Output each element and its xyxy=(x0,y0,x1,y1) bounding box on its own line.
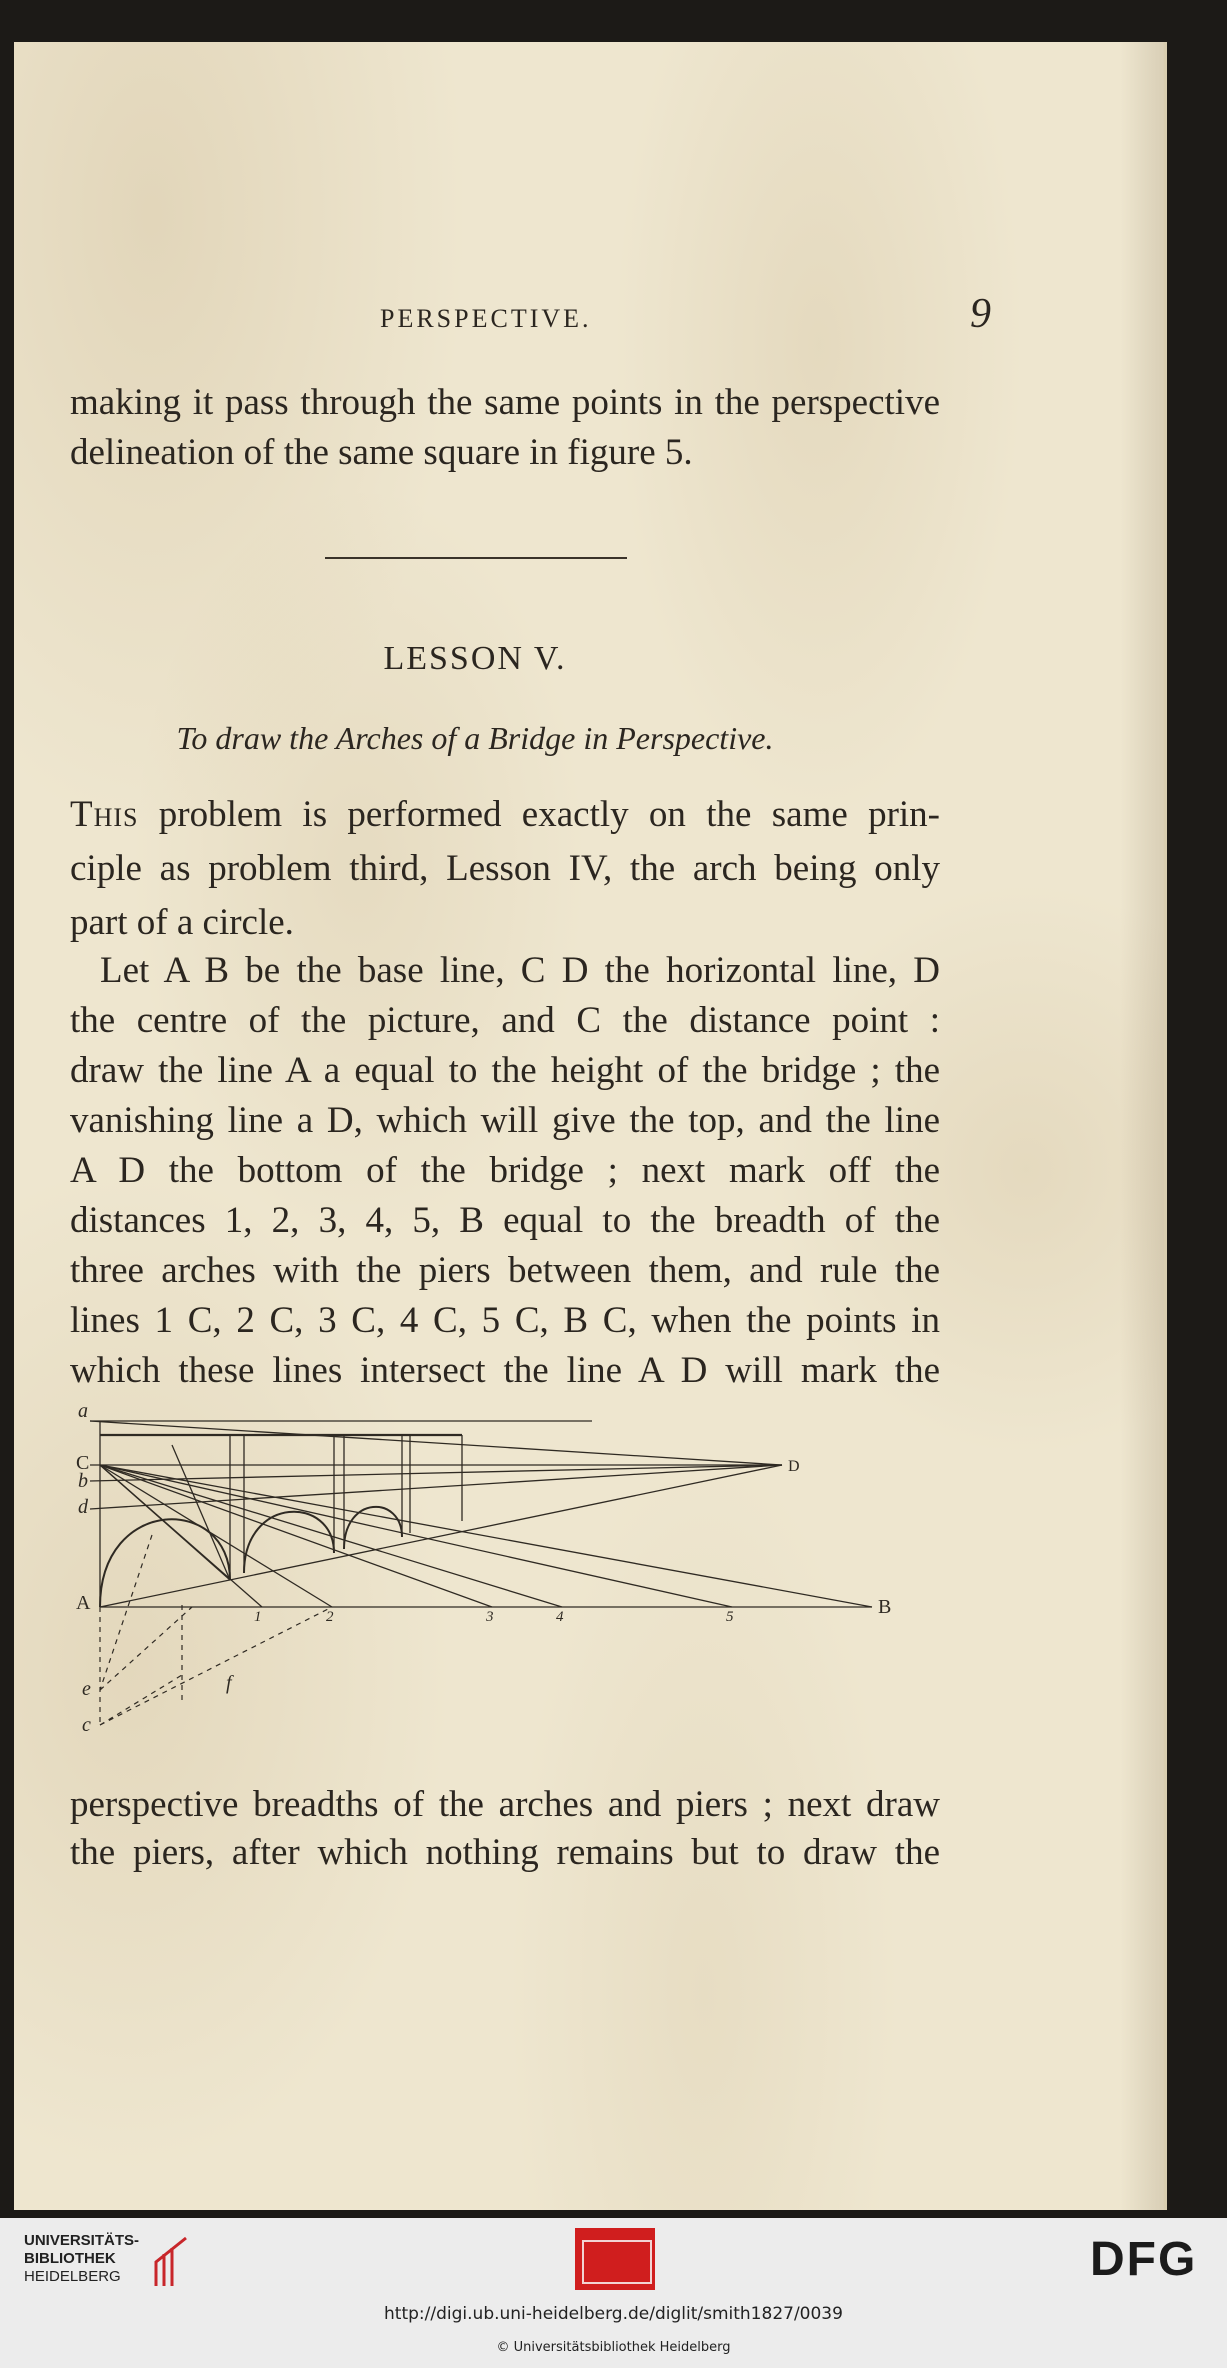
library-mark-icon xyxy=(146,2234,194,2290)
text-line: the centre of the picture, and C the distance point : xyxy=(70,1000,940,1041)
text-line: which these lines intersect the line A D will mark the xyxy=(70,1350,940,1391)
university-library-logo[interactable] xyxy=(24,2228,174,2298)
label-C: C xyxy=(76,1452,90,1474)
text-line: ciple as problem third, Lesson IV, the arch being only xyxy=(70,848,940,889)
label-e: e xyxy=(82,1678,91,1700)
label-a: a xyxy=(78,1405,88,1422)
section-rule xyxy=(325,557,627,559)
label-b: b xyxy=(78,1470,88,1492)
construction-line xyxy=(100,1607,332,1725)
text-line: problem is performed exactly on the same prin- xyxy=(138,794,940,835)
text-line: vanishing line a D, which will give the top, and the line xyxy=(70,1100,940,1141)
figure-line xyxy=(90,1465,782,1481)
text-line: making it pass through the same points in the perspective xyxy=(70,382,940,423)
library-name-line: UNIVERSITÄTS- xyxy=(24,2232,140,2249)
text-line: Let A B be the base line, C D the horizontal line, D xyxy=(100,950,940,991)
page-number: 9 xyxy=(970,291,991,337)
text-line: three arches with the piers between them, and rule the xyxy=(70,1250,940,1291)
figure-line xyxy=(100,1465,230,1580)
label-B: B xyxy=(878,1596,892,1618)
label-A: A xyxy=(76,1592,91,1614)
seal-frame xyxy=(582,2240,652,2284)
text-line: part of a circle. xyxy=(70,902,294,943)
construction-line xyxy=(100,1675,182,1725)
text-line: lines 1 C, 2 C, 3 C, 4 C, 5 C, B C, when the points in xyxy=(70,1300,940,1341)
text-line: the piers, after which nothing remains but to draw the xyxy=(70,1832,940,1873)
label-1: 1 xyxy=(254,1609,262,1625)
arch-2 xyxy=(244,1512,334,1573)
label-c: c xyxy=(82,1714,91,1736)
label-2: 2 xyxy=(326,1609,334,1625)
figure-line xyxy=(100,1465,732,1607)
heritage-seal-logo[interactable] xyxy=(575,2228,655,2290)
page-edge-shadow xyxy=(1120,42,1164,2210)
running-head xyxy=(70,291,991,346)
label-4: 4 xyxy=(556,1609,564,1625)
label-d: d xyxy=(78,1496,88,1518)
label-5: 5 xyxy=(726,1609,734,1625)
bridge-perspective-figure xyxy=(72,1405,912,1755)
text-line: delineation of the same square in figure 5. xyxy=(70,432,693,473)
copyright-notice: © Universitätsbibliothek Heidelberg xyxy=(496,2340,731,2355)
text-line: distances 1, 2, 3, 4, 5, B equal to the breadth of the xyxy=(70,1200,940,1241)
drop-word: This xyxy=(70,794,139,835)
label-D: D xyxy=(788,1458,800,1475)
library-name-line: BIBLIOTHEK xyxy=(24,2250,116,2267)
paragraph-first-line xyxy=(70,790,940,840)
library-name-line: HEIDELBERG xyxy=(24,2268,121,2285)
label-f: f xyxy=(226,1672,232,1694)
figure-line xyxy=(90,1421,782,1465)
text-line: perspective breadths of the arches and piers ; next draw xyxy=(70,1784,940,1825)
text-line: A D the bottom of the bridge ; next mark off the xyxy=(70,1150,940,1191)
text-line: draw the line A a equal to the height of the bridge ; the xyxy=(70,1050,940,1091)
label-3: 3 xyxy=(486,1609,494,1625)
permalink-url[interactable]: http://digi.ub.uni-heidelberg.de/diglit/smith1827/0039 xyxy=(384,2304,843,2324)
lesson-heading: LESSON V. xyxy=(383,640,567,677)
running-title: PERSPECTIVE. xyxy=(380,304,592,333)
dfg-logo[interactable]: DFG xyxy=(1090,2233,1198,2286)
lesson-subtitle: To draw the Arches of a Bridge in Perspective. xyxy=(176,720,774,756)
